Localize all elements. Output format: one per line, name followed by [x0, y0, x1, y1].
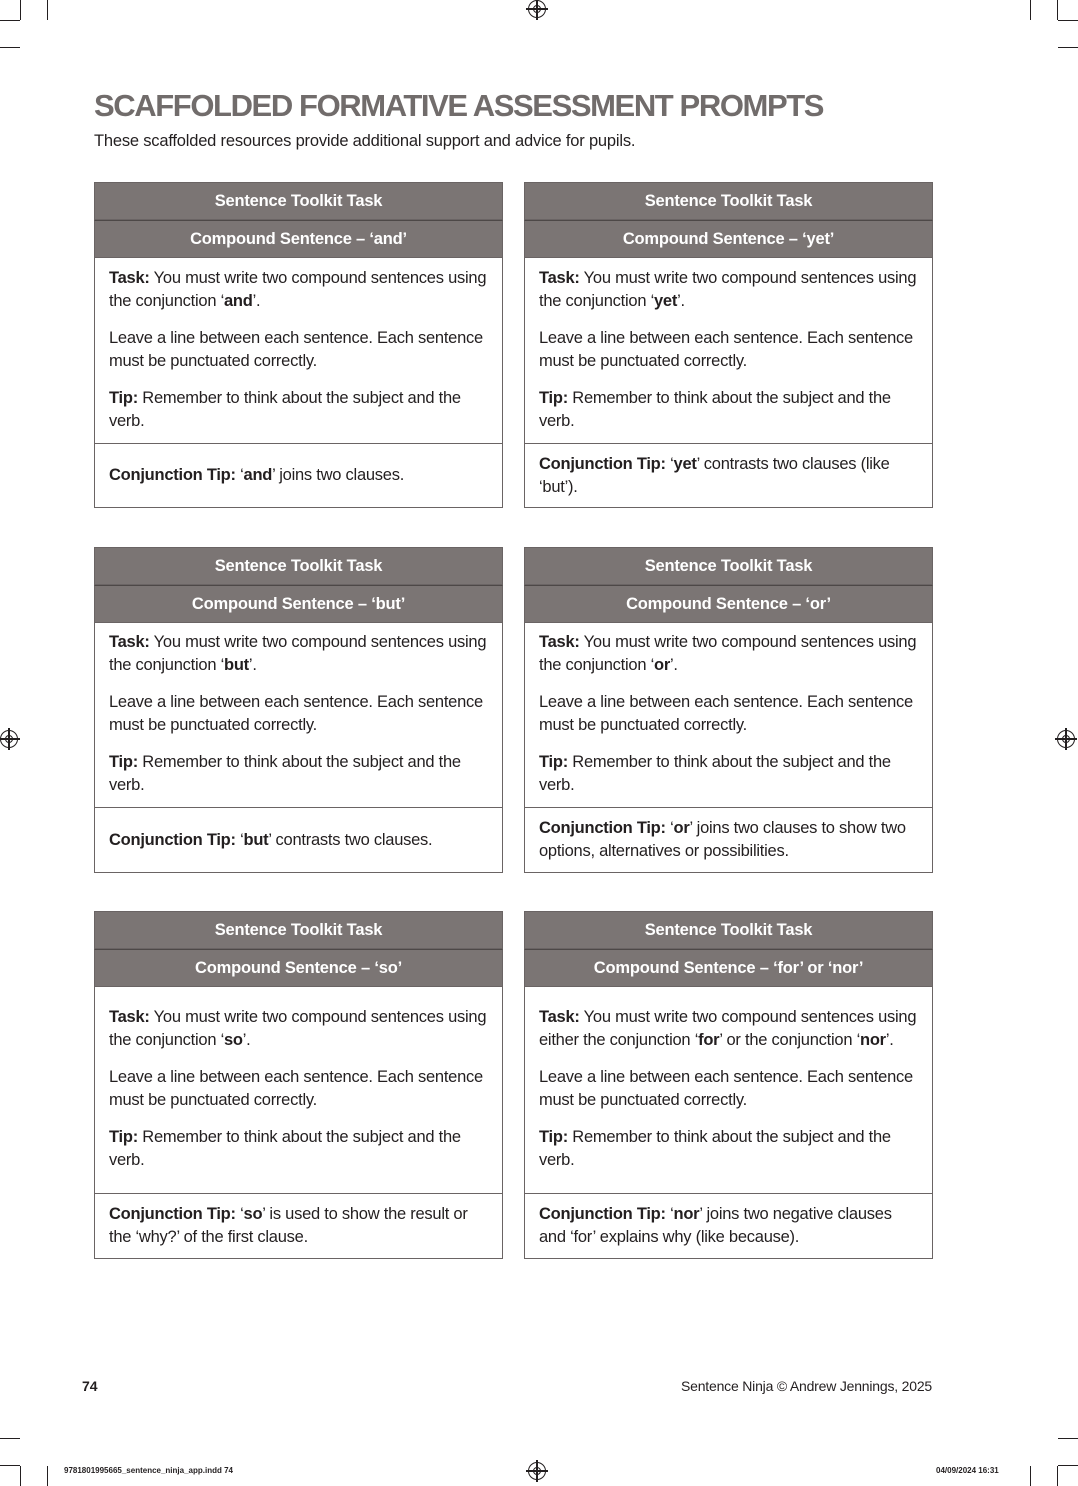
crop-mark — [1058, 20, 1078, 21]
conjunction-tip: Conjunction Tip: ‘but’ contrasts two clauses. — [94, 808, 503, 873]
tip-text: Tip: Remember to think about the subject and the verb. — [539, 388, 891, 430]
card-subheader: Compound Sentence – ‘or’ — [524, 585, 933, 623]
tip-text: Tip: Remember to think about the subject and the verb. — [109, 753, 461, 794]
line-instruction: Leave a line between each sentence. Each sentence must be punctuated correctly. — [109, 1068, 483, 1109]
crop-mark — [1058, 47, 1078, 48]
crop-mark — [47, 0, 48, 20]
task-text: Task: You must write two compound sentences using the conjunction ‘or’. — [539, 633, 917, 674]
card-body — [524, 623, 933, 808]
task-text: Task: You must write two compound sentences using the conjunction ‘but’. — [109, 633, 487, 674]
crop-mark — [0, 1438, 20, 1439]
line-instruction: Leave a line between each sentence. Each sentence must be punctuated correctly. — [539, 1068, 913, 1109]
task-text: Task: You must write two compound sentences using the conjunction ‘yet’. — [539, 268, 917, 310]
line-instruction: Leave a line between each sentence. Each sentence must be punctuated correctly. — [539, 328, 913, 370]
card-subheader: Compound Sentence – ‘and’ — [94, 220, 503, 258]
tip-text: Tip: Remember to think about the subject and the verb. — [539, 1128, 891, 1169]
line-instruction: Leave a line between each sentence. Each sentence must be punctuated correctly. — [109, 328, 483, 370]
page-subtitle: These scaffolded resources provide additional support and advice for pupils. — [94, 132, 636, 150]
registration-mark-icon — [528, 1462, 546, 1480]
page-number: 74 — [82, 1378, 98, 1394]
slug-timestamp: 04/09/2024 16:31 — [936, 1466, 999, 1475]
slug-filename: 9781801995665_sentence_ninja_app.indd 74 — [64, 1466, 233, 1475]
crop-mark — [47, 1466, 48, 1486]
task-card-yet — [524, 182, 933, 508]
line-instruction: Leave a line between each sentence. Each sentence must be punctuated correctly. — [539, 693, 913, 734]
task-card-for-nor — [524, 911, 933, 1259]
task-text: Task: You must write two compound sentences using the conjunction ‘so’. — [109, 1008, 487, 1049]
registration-mark-icon — [528, 0, 546, 18]
crop-mark — [0, 1465, 20, 1466]
conjunction-tip: Conjunction Tip: ‘yet’ contrasts two clauses (like ‘but’). — [524, 444, 933, 508]
task-card-but — [94, 547, 503, 873]
card-body — [94, 258, 503, 444]
crop-mark — [0, 47, 20, 48]
crop-mark — [1058, 1438, 1078, 1439]
crop-mark — [20, 1466, 21, 1486]
card-subheader: Compound Sentence – ‘but’ — [94, 585, 503, 623]
card-header: Sentence Toolkit Task — [524, 547, 933, 585]
task-card-and — [94, 182, 503, 508]
conjunction-tip: Conjunction Tip: ‘or’ joins two clauses to show two options, alternatives or possibilities. — [524, 808, 933, 873]
tip-text: Tip: Remember to think about the subject and the verb. — [109, 1128, 461, 1169]
conjunction-tip: Conjunction Tip: ‘nor’ joins two negative clauses and ‘for’ explains why (like because). — [524, 1194, 933, 1259]
card-subheader: Compound Sentence – ‘for’ or ‘nor’ — [524, 949, 933, 987]
copyright-notice: Sentence Ninja © Andrew Jennings, 2025 — [681, 1378, 932, 1394]
conjunction-tip: Conjunction Tip: ‘and’ joins two clauses. — [94, 444, 503, 508]
card-header: Sentence Toolkit Task — [94, 911, 503, 949]
crop-mark — [0, 20, 20, 21]
card-subheader: Compound Sentence – ‘so’ — [94, 949, 503, 987]
card-body — [524, 258, 933, 444]
task-text: Task: You must write two compound sentences using either the conjunction ‘for’ or the conjunction ‘nor’. — [539, 1008, 917, 1049]
crop-mark — [1057, 0, 1058, 20]
crop-mark — [20, 0, 21, 20]
registration-mark-icon — [1057, 730, 1075, 748]
card-body — [94, 987, 503, 1194]
tip-text: Tip: Remember to think about the subject and the verb. — [109, 388, 461, 430]
task-card-so — [94, 911, 503, 1259]
card-subheader: Compound Sentence – ‘yet’ — [524, 220, 933, 258]
card-header: Sentence Toolkit Task — [94, 182, 503, 220]
conjunction-tip: Conjunction Tip: ‘so’ is used to show the result or the ‘why?’ of the first clause. — [94, 1194, 503, 1259]
card-header: Sentence Toolkit Task — [524, 911, 933, 949]
card-header: Sentence Toolkit Task — [94, 547, 503, 585]
task-card-or — [524, 547, 933, 873]
crop-mark — [1058, 1465, 1078, 1466]
card-body — [524, 987, 933, 1194]
task-text: Task: You must write two compound sentences using the conjunction ‘and’. — [109, 268, 487, 310]
card-header: Sentence Toolkit Task — [524, 182, 933, 220]
crop-mark — [1030, 0, 1031, 20]
tip-text: Tip: Remember to think about the subject and the verb. — [539, 753, 891, 794]
line-instruction: Leave a line between each sentence. Each sentence must be punctuated correctly. — [109, 693, 483, 734]
page-title: SCAFFOLDED FORMATIVE ASSESSMENT PROMPTS — [94, 88, 824, 123]
registration-mark-icon — [0, 730, 18, 748]
card-body — [94, 623, 503, 808]
crop-mark — [1057, 1466, 1058, 1486]
crop-mark — [1030, 1466, 1031, 1486]
